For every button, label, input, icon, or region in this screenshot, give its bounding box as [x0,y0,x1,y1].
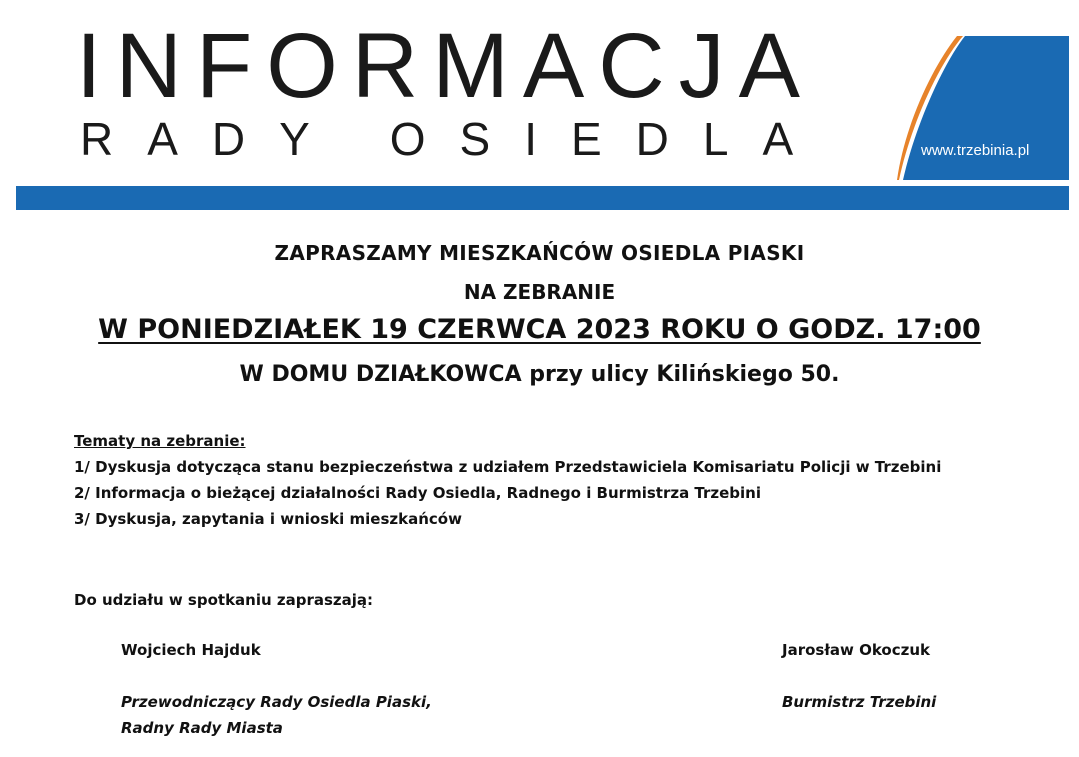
announcement-meeting-line: NA ZEBRANIE [463,280,616,304]
signatory-role: Radny Rady Miasta [121,719,283,737]
page-title: INFORMACJA [76,15,814,117]
topics-heading: Tematy na zebranie: [74,432,246,450]
announcement-date-line: W PONIEDZIAŁEK 19 CZERWCA 2023 ROKU O GODZ. 17:00 [98,314,981,345]
signatory-role: Przewodniczący Rady Osiedla Piaski, [121,693,432,711]
signatory-name: Jarosław Okoczuk [782,641,931,659]
page-header [0,0,1079,215]
page-subtitle: RADY OSIEDLA [80,113,828,165]
signatory-name: Wojciech Hajduk [121,641,261,659]
header-band [16,186,1069,210]
topic-item: 2/ Informacja o bieżącej działalności Rady Osiedla, Radnego i Burmistrza Trzebini [74,484,761,502]
signatory-role: Burmistrz Trzebini [782,693,937,711]
invitation-text: Do udziału w spotkaniu zapraszają: [74,591,374,609]
announcement-location-line: W DOMU DZIAŁKOWCA przy ulicy Kilińskiego 50. [239,362,840,387]
announcement-invite-line: ZAPRASZAMY MIESZKAŃCÓW OSIEDLA PIASKI [274,241,805,265]
topic-item: 3/ Dyskusja, zapytania i wnioski mieszkańców [74,510,462,528]
website-url: www.trzebinia.pl [921,142,1030,159]
topic-item: 1/ Dyskusja dotycząca stanu bezpieczeństwa z udziałem Przedstawiciela Komisariatu Policji w Trzebini [74,458,942,476]
